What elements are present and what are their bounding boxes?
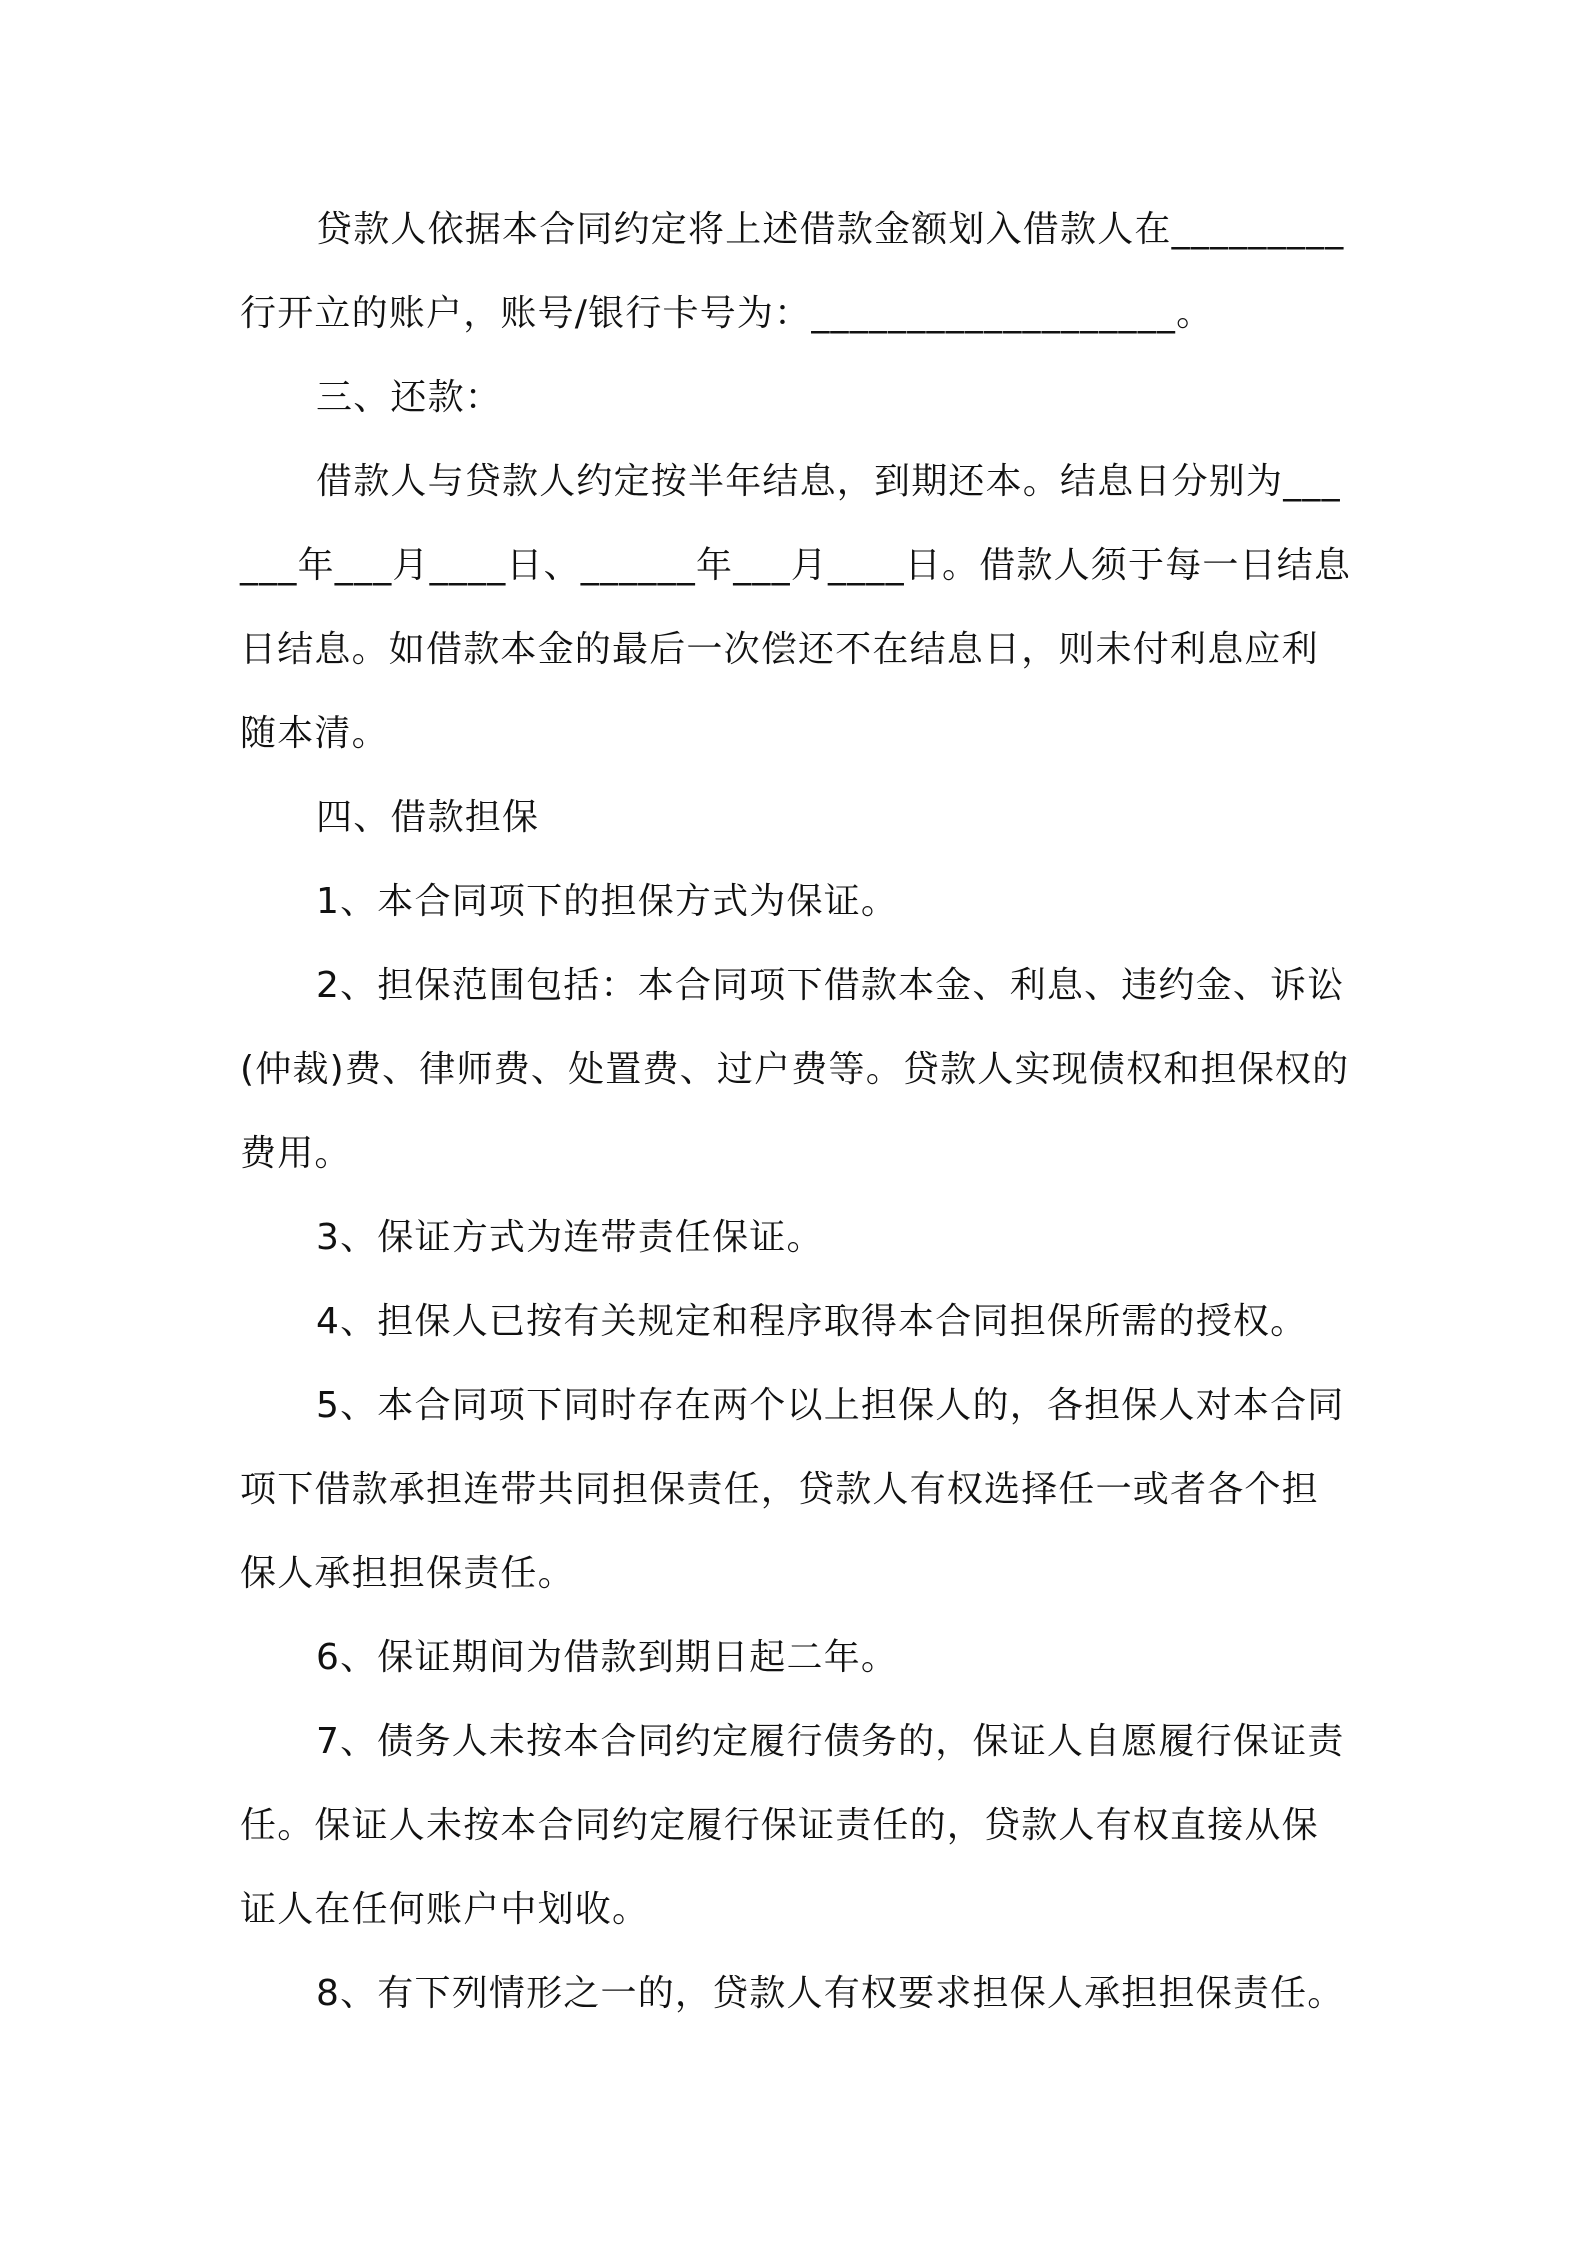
clause-2: 2、担保范围包括：本合同项下借款本金、利息、违约金、诉讼(仲裁)费、律师费、处置费、过户费等。贷款人实现债权和担保权的费用。 — [240, 965, 1350, 1174]
paragraph-account-transfer: 贷款人依据本合同约定将上述借款金额划入借款人在_________行开立的账户，账号/银行卡号为：___________________。 — [240, 209, 1345, 334]
clause-8: 8、有下列情形之一的，贷款人有权要求担保人承担担保责任。 — [316, 1973, 1345, 2014]
clause-7: 7、债务人未按本合同约定履行债务的，保证人自愿履行保证责任。保证人未按本合同约定履行保证责任的，贷款人有权直接从保证人在任何账户中划收。 — [240, 1721, 1345, 1930]
document-body — [240, 188, 1352, 2036]
clause-3: 3、保证方式为连带责任保证。 — [316, 1217, 824, 1258]
clause-1: 1、本合同项下的担保方式为保证。 — [316, 881, 899, 922]
clause-4: 4、担保人已按有关规定和程序取得本合同担保所需的授权。 — [316, 1301, 1308, 1342]
clause-6: 6、保证期间为借款到期日起二年。 — [316, 1637, 899, 1678]
section-heading-repayment: 三、还款： — [316, 377, 503, 418]
section-heading-guarantee: 四、借款担保 — [316, 797, 540, 838]
paragraph-repayment-terms: 借款人与贷款人约定按半年结息，到期还本。结息日分别为______年___月____日、______年___月____日。借款人须于每一日结息日结息。如借款本金的最后一次偿还不在结息日，则未付利息应利随本清。 — [240, 461, 1352, 754]
clause-5: 5、本合同项下同时存在两个以上担保人的，各担保人对本合同项下借款承担连带共同担保责任，贷款人有权选择任一或者各个担保人承担担保责任。 — [240, 1385, 1345, 1594]
